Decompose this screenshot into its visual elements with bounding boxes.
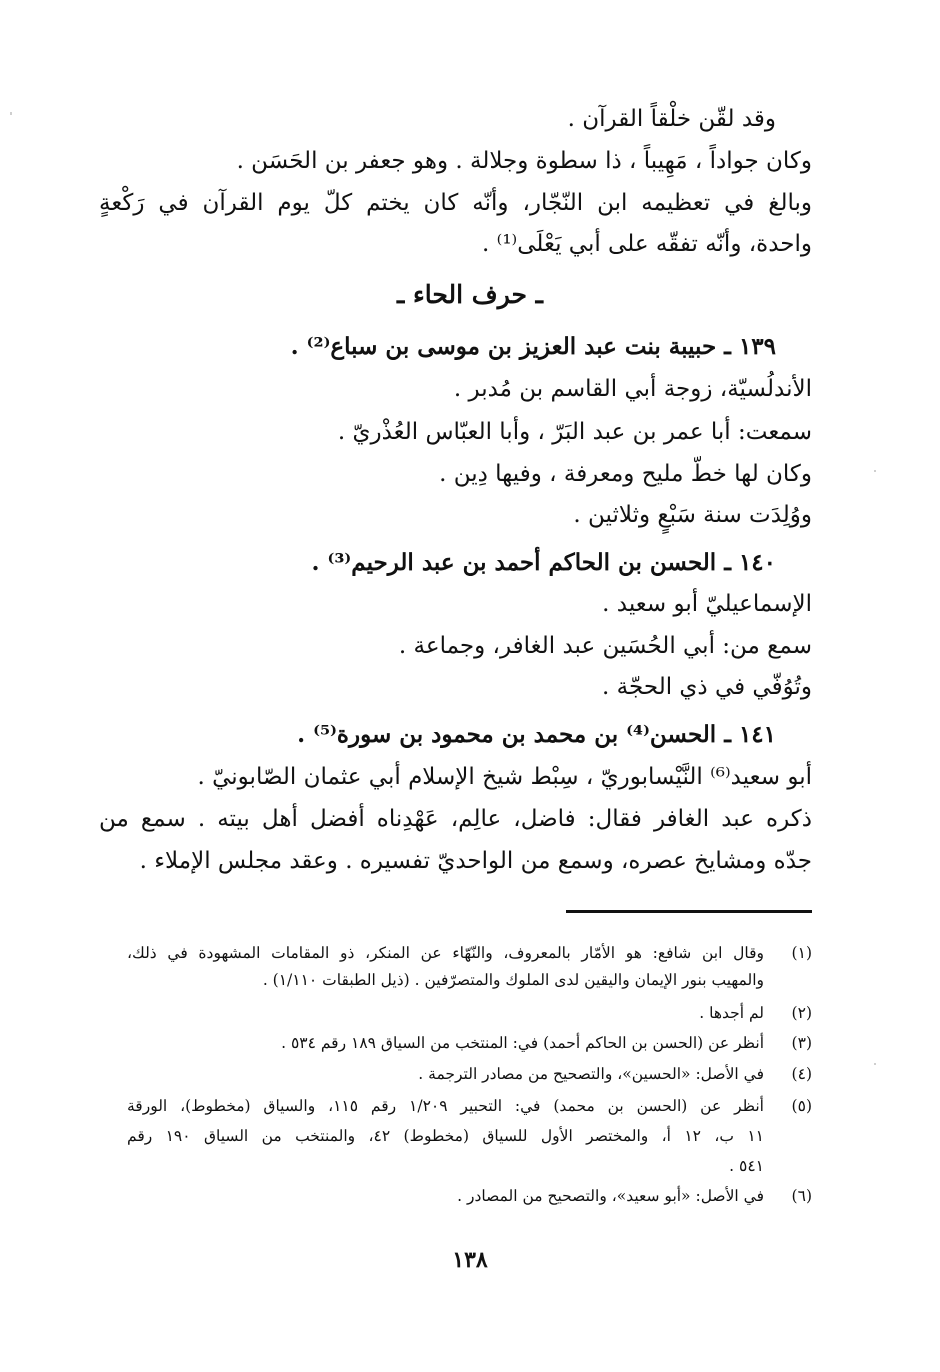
scan-speck [10, 112, 12, 115]
scan-speck [874, 1063, 876, 1065]
footnote-text: في الأصل: «أبو سعيد»، والتصحيح من المصادر . [457, 1187, 764, 1205]
entry-line: سمع من: أبي الحُسَين عبد الغافر، وجماعة . [398, 633, 812, 659]
section-heading: ـ حرف الحاء ـ [397, 280, 543, 309]
footnote-number: (٣) [791, 1034, 812, 1052]
entry-line: وتُوُفّي في ذي الحجّة . [602, 674, 812, 700]
footnote-text: لم أجدها . [699, 1004, 764, 1022]
body-line: وبالغ في تعظيمه ابن النّجّار، وأنّه كان يختم كلّ يوم القرآن في رَكْعةٍ [99, 190, 812, 216]
entry-line: ذكره عبد الغافر فقال: فاضل، عالِم، عَهْدِناه أفضل أهل بيته . سمع من [99, 806, 812, 832]
entry-title: ١٤١ ـ الحسن⁽⁴⁾ بن محمد بن محمود بن سورة⁽⁵⁾ . [297, 721, 776, 748]
footnote-text: والمهيب بنور الإيمان واليقين لدى الملوك والمتصرّفين . (ذيل الطبقات ١/١١٠) . [262, 971, 764, 989]
entry-line: الإسماعيليّ أبو سعيد . [602, 591, 812, 617]
footnote-number: (٢) [791, 1004, 812, 1022]
entry-line: الأندلُسيّة، زوجة أبي القاسم بن مُدبر . [453, 376, 812, 402]
footnote-text: ١١ ب، ١٢ أ، والمختصر الأول للسياق (مخطوط) ٤٢، والمنتخب من السياق ١٩٠ رقم [127, 1127, 765, 1145]
entry-line: ووُلِدَت سنة سَبْعٍ وثلاثين . [573, 502, 812, 528]
body-line: وكان جواداً ، مَهِيباً ، ذا سطوة وجلالة . وهو جعفر بن الحَسَن . [236, 148, 812, 174]
footnote-number: (٤) [791, 1065, 812, 1083]
footnote-separator [566, 910, 812, 913]
footnote-text: في الأصل: «الحسين»، والتصحيح من مصادر الترجمة . [418, 1065, 764, 1083]
entry-title: ١٣٩ ـ حبيبة بنت عبد العزيز بن موسى بن سباع⁽²⁾ . [290, 333, 776, 360]
footnote-text: أنظر عن (الحسن بن الحاكم أحمد) في: المنتخب من السياق ١٨٩ رقم ٥٣٤ . [281, 1034, 764, 1052]
entry-title: ١٤٠ ـ الحسن بن الحاكم أحمد بن عبد الرحيم⁽³⁾ . [311, 549, 776, 576]
page-number: ١٣٨ [452, 1247, 488, 1273]
entry-line: أبو سعيد⁽⁶⁾ النَّيْسابوريّ ، سِبْط شيخ الإسلام أبي عثمان الصّابونيّ . [197, 764, 812, 790]
footnote-text: وقال ابن شافع: هو الأمّار بالمعروف، والنّهّاء عن المنكر، ذو المقامات المشهودة في ذلك، [127, 944, 764, 962]
footnote-number: (١) [791, 944, 812, 962]
footnote-text: أنظر عن (الحسن بن محمد) في: التحبير ١/٢٠٩ رقم ١١٥، والسياق (مخطوط)، الورقة [127, 1097, 764, 1115]
entry-line: وكان لها خطّ مليح ومعرفة ، وفيها دِين . [439, 461, 812, 487]
entry-line: جدّه ومشايخ عصره، وسمع من الواحديّ تفسيره . وعقد مجلس الإملاء . [139, 848, 812, 874]
scan-speck [874, 470, 876, 472]
body-line: وقد لقّن خلْقاً القرآن . [567, 106, 776, 132]
body-line: واحدة، وأنّه تفقّه على أبي يَعْلَى⁽¹⁾ . [482, 231, 812, 257]
footnote-number: (٦) [791, 1187, 812, 1205]
entry-line: سمعت: أبا عمر بن عبد البَرّ ، وأبا العبّاس العُذْريّ . [337, 419, 812, 445]
footnote-text: ٥٤١ . [729, 1157, 764, 1175]
footnote-number: (٥) [791, 1097, 812, 1115]
